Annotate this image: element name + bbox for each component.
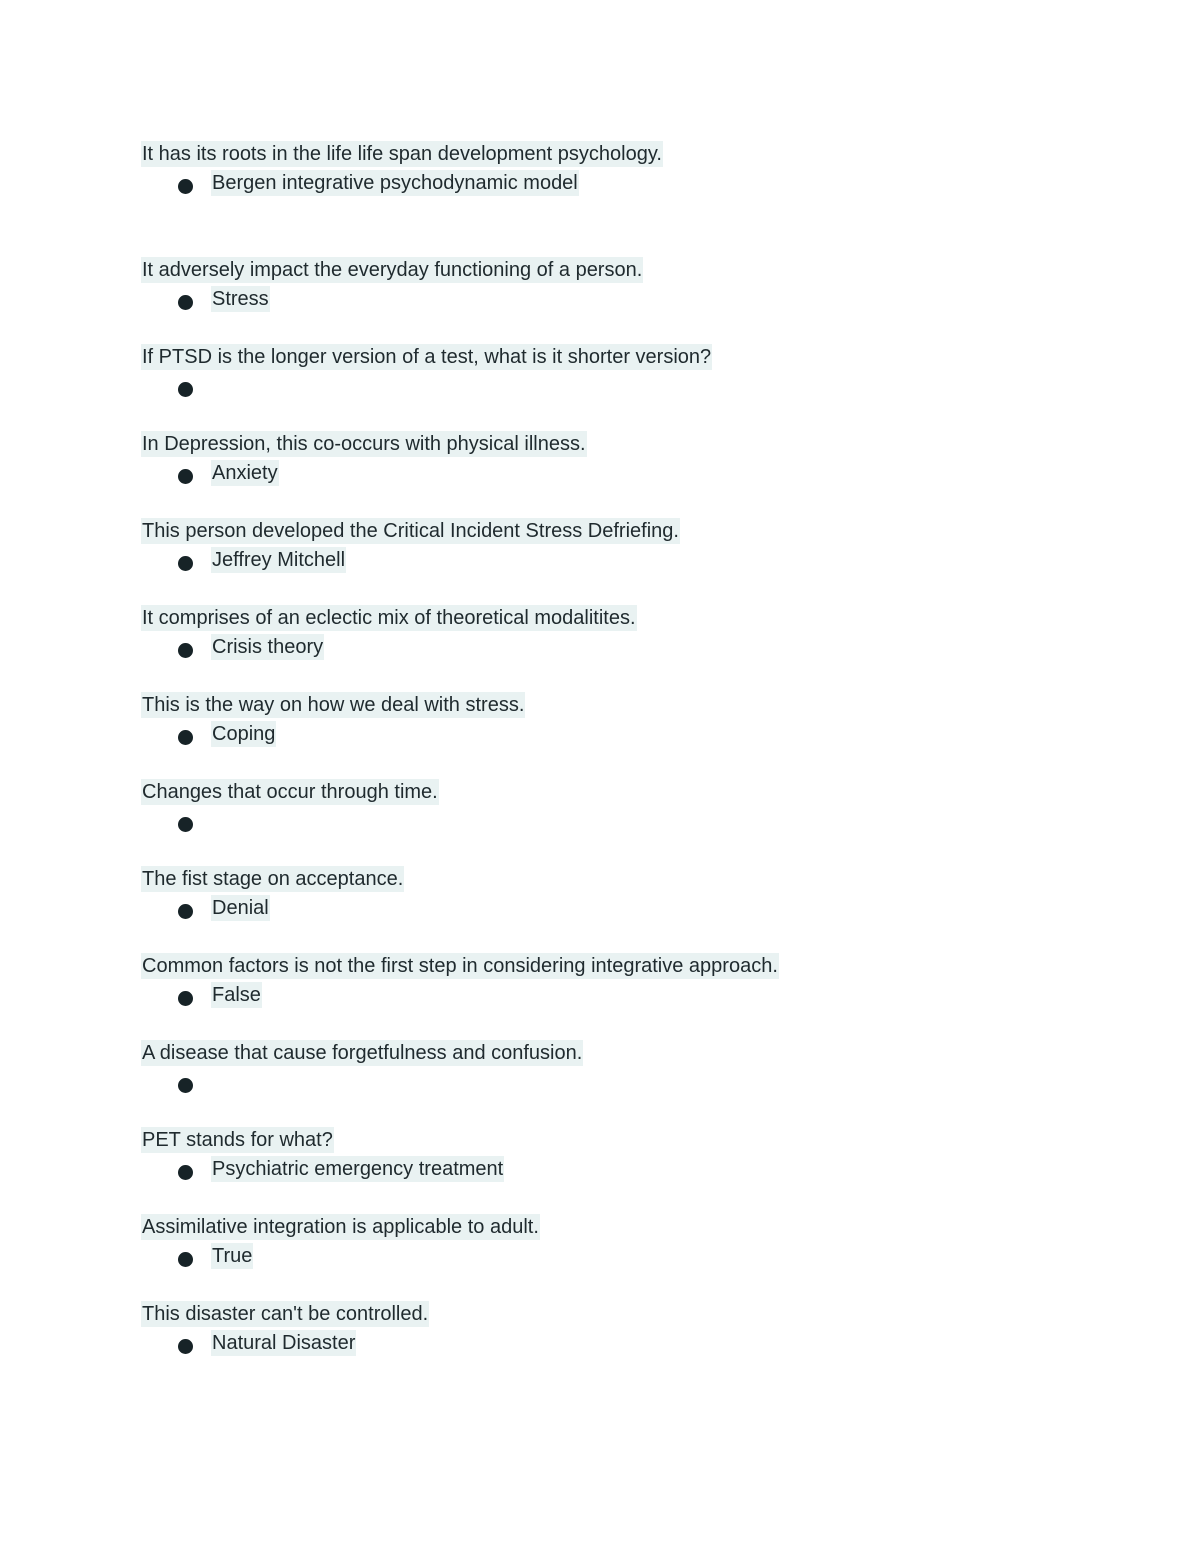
answer-row bbox=[141, 721, 525, 751]
bullet-icon bbox=[178, 556, 193, 571]
question-text: A disease that cause forgetfulness and confusion. bbox=[142, 1042, 583, 1064]
bullet-icon bbox=[178, 1252, 193, 1267]
answer-text: Bergen integrative psychodynamic model bbox=[212, 172, 578, 194]
qa-item bbox=[141, 1301, 429, 1360]
qa-item bbox=[141, 344, 712, 403]
qa-item bbox=[141, 431, 587, 490]
qa-item bbox=[141, 866, 404, 925]
answer-row bbox=[141, 895, 404, 925]
answer-row bbox=[141, 1330, 429, 1360]
bullet-icon bbox=[178, 817, 193, 832]
question-text: Assimilative integration is applicable to adult. bbox=[142, 1216, 539, 1238]
qa-item bbox=[141, 1214, 540, 1273]
question-text: The fist stage on acceptance. bbox=[142, 868, 404, 890]
answer-row bbox=[141, 1243, 540, 1273]
bullet-icon bbox=[178, 295, 193, 310]
answer-row bbox=[141, 373, 712, 403]
question-text: This disaster can't be controlled. bbox=[142, 1303, 429, 1325]
bullet-icon bbox=[178, 904, 193, 919]
answer-text: Psychiatric emergency treatment bbox=[212, 1158, 504, 1180]
bullet-icon bbox=[178, 382, 193, 397]
qa-item bbox=[141, 953, 779, 1012]
answer-row bbox=[141, 286, 643, 316]
bullet-icon bbox=[178, 643, 193, 658]
qa-item bbox=[141, 518, 680, 577]
answer-row bbox=[141, 808, 439, 838]
answer-text: Denial bbox=[212, 897, 269, 919]
qa-item bbox=[141, 779, 439, 838]
answer-row bbox=[141, 547, 680, 577]
question-text: If PTSD is the longer version of a test, what is it shorter version? bbox=[142, 346, 712, 368]
bullet-icon bbox=[178, 991, 193, 1006]
answer-row bbox=[141, 1156, 504, 1186]
question-text: In Depression, this co-occurs with physical illness. bbox=[142, 433, 586, 455]
qa-item bbox=[141, 605, 637, 664]
bullet-icon bbox=[178, 730, 193, 745]
question-text: It has its roots in the life life span development psychology. bbox=[142, 143, 662, 165]
question-text: It comprises of an eclectic mix of theoretical modalitites. bbox=[142, 607, 636, 629]
answer-text: Crisis theory bbox=[212, 636, 324, 658]
bullet-icon bbox=[178, 1165, 193, 1180]
answer-text: Anxiety bbox=[212, 462, 278, 484]
question-text: Changes that occur through time. bbox=[142, 781, 438, 803]
question-text: PET stands for what? bbox=[142, 1129, 333, 1151]
question-text: Common factors is not the first step in considering integrative approach. bbox=[142, 955, 778, 977]
answer-row bbox=[141, 1069, 583, 1099]
question-text: This person developed the Critical Incident Stress Defriefing. bbox=[142, 520, 679, 542]
answer-text: Stress bbox=[212, 288, 269, 310]
qa-item bbox=[141, 1127, 504, 1186]
qa-item bbox=[141, 1040, 583, 1099]
qa-item bbox=[141, 141, 663, 200]
answer-row bbox=[141, 460, 587, 490]
bullet-icon bbox=[178, 1339, 193, 1354]
bullet-icon bbox=[178, 469, 193, 484]
answer-text: False bbox=[212, 984, 261, 1006]
answer-row bbox=[141, 170, 663, 200]
question-text: It adversely impact the everyday functioning of a person. bbox=[142, 259, 643, 281]
question-text: This is the way on how we deal with stress. bbox=[142, 694, 525, 716]
answer-text: Jeffrey Mitchell bbox=[212, 549, 346, 571]
bullet-icon bbox=[178, 1078, 193, 1093]
answer-text: Coping bbox=[212, 723, 276, 745]
answer-row bbox=[141, 982, 779, 1012]
qa-item bbox=[141, 257, 643, 316]
answer-text: Natural Disaster bbox=[212, 1332, 356, 1354]
qa-item bbox=[141, 692, 525, 751]
answer-text: True bbox=[212, 1245, 253, 1267]
bullet-icon bbox=[178, 179, 193, 194]
answer-row bbox=[141, 634, 637, 664]
